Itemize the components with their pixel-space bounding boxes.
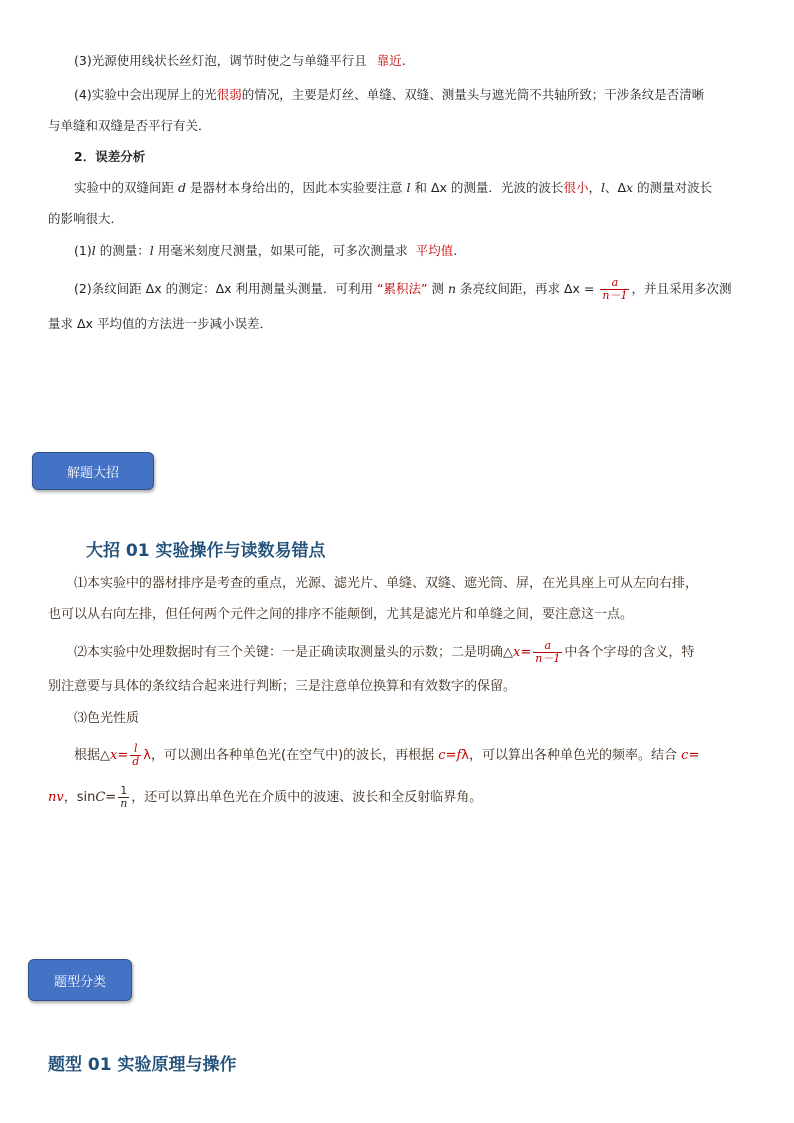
text: 条亮纹间距，再求 Δx = [460,281,595,296]
text: 的影响很大． [48,211,124,226]
text: = [520,645,532,660]
text: ，sin [63,790,96,805]
var: λ [461,748,469,763]
text: 用毫米刻度尺测量，如果可能，可多次测量求 [157,243,408,258]
text: 、Δ [604,180,627,195]
button-label: 解题大招 [66,465,119,481]
text: = [445,748,457,763]
highlight-text: 很小 [563,180,589,195]
text: . [401,53,406,68]
line-measure-dx-cont [48,314,272,334]
fraction-denominator: n－1 [602,289,628,302]
var: l [600,180,605,195]
text: 测 [431,281,444,296]
text: = [117,748,129,763]
title-text: 大招 01 实验操作与读数易错点 [86,541,326,561]
text: 的测量： [99,243,150,258]
var: n [447,281,457,296]
var: x [513,645,521,660]
text: 和 [414,180,427,195]
text: ⑴本实验中的器材排序是考查的重点，光源、滤光片、单缝、双缝、遮光筒、屏，在光具座上可从左向右排， [74,576,699,591]
line-4 [74,85,704,105]
text: 的情况，主要是灯丝、单缝、双缝、测量头与遮光筒不共轴所致；干涉条纹是否清晰 [241,87,705,102]
fraction-denominator: d [132,755,140,768]
line-error-1-cont [48,209,123,229]
text: ⑶色光性质 [74,711,140,726]
fraction [533,640,562,665]
title-text: 题型 01 实验原理与操作 [48,1055,237,1075]
text: ，可以测出各种单色光(在空气中)的波长，再根据 [151,748,435,763]
var: nv [48,790,64,805]
text: 根据△ [74,748,110,763]
var: f [456,748,462,763]
fraction-denominator: n－1 [535,652,561,665]
tip-paragraph-2 [74,640,694,666]
text: (4)实验中会出现屏上的光 [74,87,217,102]
tip-paragraph-1 [74,574,698,594]
var: l [91,243,96,258]
text: = [105,790,117,805]
text: ⑵本实验中处理数据时有三个关键：一是正确读取测量头的示数；二是明确△ [74,645,513,660]
fraction-numerator: l [130,743,141,756]
text: (3)光源使用线状长丝灯泡，调节时使之与单缝平行且 [74,53,367,68]
text: 是器材本身给出的，因此本实验要注意 [190,180,403,195]
fraction-numerator: 1 [118,785,129,798]
text: 也可以从右向左排，但任何两个元件之间的排序不能颠倒，尤其是滤光片和单缝之间，要注意这一点。 [48,607,634,622]
text: = [688,748,700,763]
section-title-type-01 [48,1050,237,1075]
var: x [110,748,118,763]
highlight-text: 很弱 [216,87,242,102]
line-4-cont [48,116,211,136]
text: ，还可以算出单色光在介质中的波速、波长和全反射临界角。 [131,790,483,805]
var: x [626,180,634,195]
question-types-button[interactable] [28,959,132,1001]
heading-text: 2．误差分析 [74,149,146,164]
text: 平均值的方法进一步减小误差． [96,316,272,331]
tip-paragraph-3-heading [74,709,139,729]
var: Δx [77,316,93,331]
text: ， [588,180,601,195]
text: 别注意要与具体的条纹结合起来进行判断；三是注意单位换算和有效数字的保留。 [48,679,517,694]
text: 的测量．光波的波长 [450,180,564,195]
line-3 [74,51,406,71]
var: Δx [430,180,447,195]
text: 中各个字母的含义，特 [564,645,695,660]
line-measure-l [74,241,457,261]
tip-paragraph-1-cont [48,605,633,625]
tip-paragraph-2-cont [48,677,516,697]
fraction-numerator: a [533,640,562,653]
text: 与单缝和双缝是否平行有关． [48,118,211,133]
text: ，可以算出各种单色光的频率。结合 [469,748,678,763]
section-title-tip-01 [86,536,326,561]
text: ，并且采用多次测 [631,281,732,296]
fraction [130,743,141,768]
var: l [149,243,154,258]
heading-error-analysis [74,147,145,167]
var: C [95,790,106,805]
text: (1) [74,243,92,258]
var: c [681,748,689,763]
fraction [118,785,129,810]
text: . [453,243,458,258]
var: λ [143,748,151,763]
text: 的测量对波长 [637,180,713,195]
line-error-1 [74,178,712,198]
highlight-text: “累积法” [377,281,428,296]
text: 实验中的双缝间距 [74,180,175,195]
text: 量求 [48,316,74,331]
highlight-text: 平均值 [415,243,454,258]
fraction-denominator: n [120,797,128,810]
fraction-numerator: a [600,277,629,290]
highlight-text: 靠近 [376,53,402,68]
solution-tips-button[interactable] [32,452,154,490]
line-measure-dx [74,276,731,302]
tip-paragraph-3-cont [48,784,482,812]
fraction [600,277,629,302]
var: c [438,748,446,763]
var: l [406,180,411,195]
text: (2)条纹间距 Δx 的测定：Δx 利用测量头测量．可利用 [74,281,374,296]
var: d [178,180,187,195]
tip-paragraph-3 [74,742,699,770]
button-label: 题型分类 [53,974,106,990]
